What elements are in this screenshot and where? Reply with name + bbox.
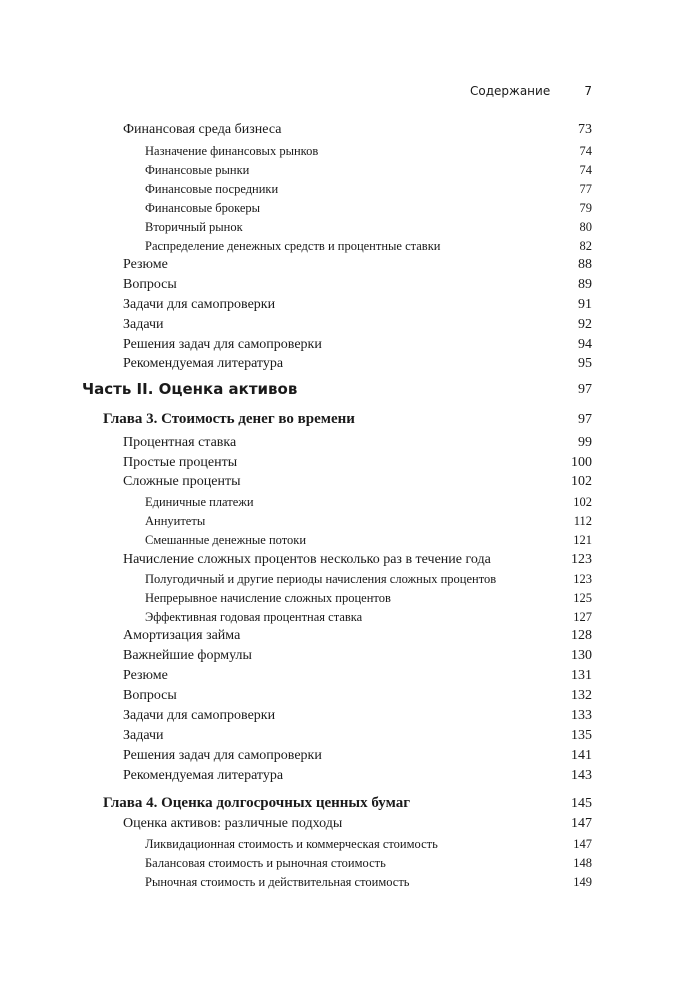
toc-entry-title: Рекомендуемая литература (123, 768, 284, 783)
toc-entry-page-number: 135 (571, 728, 592, 743)
toc-entry (123, 118, 592, 138)
toc-entry-title: Финансовые посредники (145, 182, 279, 196)
running-head-title: Содержание (470, 84, 551, 98)
toc-entry (145, 490, 592, 510)
toc-entry-title: Сложные проценты (123, 474, 241, 489)
toc-entry (123, 724, 592, 744)
toc-entry-page-number: 89 (578, 277, 592, 292)
toc-entry (123, 548, 592, 568)
toc-entry (123, 744, 592, 764)
toc-entry-page-number: 97 (578, 412, 592, 427)
toc-entry (145, 177, 592, 197)
toc-entry (145, 528, 592, 548)
toc-entry (123, 764, 592, 784)
toc-entry-page-number: 128 (571, 628, 592, 643)
running-head-page-number: 7 (584, 84, 592, 98)
toc-entry-page-number: 148 (573, 856, 592, 870)
toc-entry-title: Рыночная стоимость и действительная стоимость (145, 875, 410, 889)
toc-entry-title: Задачи (123, 728, 164, 743)
toc-entry-title: Амортизация займа (123, 628, 241, 643)
toc-entry (123, 624, 592, 644)
toc-entry-title: Начисление сложных процентов несколько раз в течение года (123, 552, 491, 567)
toc-entry (123, 293, 592, 313)
toc-entry (145, 215, 592, 235)
toc-entry-page-number: 74 (579, 163, 592, 177)
toc-entry-title: Задачи для самопроверки (123, 708, 276, 723)
toc-entry (123, 273, 592, 293)
toc-entry-page-number: 133 (571, 708, 592, 723)
toc-entry (123, 812, 592, 832)
toc-entry-title: Глава 3. Стоимость денег во времени (103, 411, 355, 427)
toc-entry-title: Непрерывное начисление сложных процентов (145, 591, 391, 605)
toc-entry-title: Вопросы (123, 277, 177, 292)
toc-entry-title: Решения задач для самопроверки (123, 337, 322, 352)
toc-entry-title: Финансовые брокеры (145, 201, 261, 215)
toc-entry-title: Важнейшие формулы (123, 648, 252, 663)
toc-entry-page-number: 147 (571, 816, 592, 831)
toc-entry-title: Оценка активов: различные подходы (123, 816, 343, 831)
toc-entry-title: Финансовая среда бизнеса (123, 122, 282, 137)
toc-entry-title: Часть II. Оценка активов (82, 380, 298, 398)
toc-entry (123, 664, 592, 684)
toc-entry-page-number: 97 (578, 382, 592, 397)
toc-entry-page-number: 132 (571, 688, 592, 703)
toc-entry-page-number: 112 (573, 514, 592, 528)
toc-entry-title: Эффективная годовая процентная ставка (145, 610, 363, 624)
toc-entry-page-number: 77 (579, 182, 592, 196)
toc-entry (123, 253, 592, 273)
toc-entry-page-number: 130 (571, 648, 592, 663)
toc-entry-page-number: 102 (571, 474, 592, 489)
toc-entry (145, 851, 592, 871)
toc-entry (145, 832, 592, 852)
toc-entry-title: Глава 4. Оценка долгосрочных ценных бумаг (103, 795, 411, 811)
toc-part-heading (82, 378, 592, 398)
toc-entry-title: Ликвидационная стоимость и коммерческая стоимость (145, 837, 438, 851)
toc-entry (123, 684, 592, 704)
toc-entry (123, 704, 592, 724)
toc-entry-title: Распределение денежных средств и процентные ставки (145, 239, 441, 253)
toc-entry-page-number: 80 (579, 220, 592, 234)
toc-entry-page-number: 94 (578, 337, 592, 352)
toc-entry (145, 196, 592, 216)
toc-chapter-heading (103, 408, 592, 428)
toc-entry (145, 586, 592, 606)
toc-entry (145, 139, 592, 159)
toc-entry-page-number: 102 (573, 495, 592, 509)
toc-entry-page-number: 127 (573, 610, 592, 624)
toc-entry (123, 451, 592, 471)
toc-entry-page-number: 141 (571, 748, 592, 763)
toc-entry-page-number: 143 (571, 768, 592, 783)
toc-entry-page-number: 125 (573, 591, 592, 605)
toc-entry-title: Полугодичный и другие периоды начисления сложных процентов (145, 572, 497, 586)
toc-entry-title: Балансовая стоимость и рыночная стоимость (145, 856, 386, 870)
toc-entry-page-number: 92 (578, 317, 592, 332)
toc-entry-title: Вопросы (123, 688, 177, 703)
toc-entry-page-number: 121 (573, 533, 592, 547)
toc-entry-title: Решения задач для самопроверки (123, 748, 322, 763)
toc-entry (145, 870, 592, 890)
toc-entry (123, 333, 592, 353)
toc-entry-title: Вторичный рынок (145, 220, 243, 234)
toc-entry-title: Смешанные денежные потоки (145, 533, 307, 547)
toc-entry-page-number: 82 (579, 239, 592, 253)
toc-entry-title: Резюме (123, 257, 168, 272)
toc-entry (123, 470, 592, 490)
toc-entry (123, 431, 592, 451)
toc-entry (145, 567, 592, 587)
toc-entry-page-number: 74 (579, 144, 592, 158)
toc-entry-page-number: 95 (578, 356, 592, 371)
toc-entry-page-number: 100 (571, 455, 592, 470)
toc-entry (145, 509, 592, 529)
toc-entry-page-number: 131 (571, 668, 592, 683)
toc-entry-page-number: 123 (573, 572, 592, 586)
toc-entry-title: Аннуитеты (145, 514, 206, 528)
toc-entry-title: Рекомендуемая литература (123, 356, 284, 371)
toc-entry (123, 352, 592, 372)
toc-entry-page-number: 149 (573, 875, 592, 889)
toc-entry-title: Простые проценты (123, 455, 238, 470)
toc-entry-page-number: 99 (578, 435, 592, 450)
toc-chapter-heading (103, 792, 592, 812)
toc-entry-page-number: 145 (571, 796, 592, 811)
toc-entry (145, 158, 592, 178)
toc-entry (123, 313, 592, 333)
toc-entry-page-number: 88 (578, 257, 592, 272)
toc-entry (145, 234, 592, 254)
toc-entry-page-number: 73 (578, 122, 592, 137)
toc-entry-title: Назначение финансовых рынков (145, 144, 319, 158)
toc-entry-title: Финансовые рынки (145, 163, 250, 177)
toc-entry-title: Задачи (123, 317, 164, 332)
toc-entry-title: Резюме (123, 668, 168, 683)
toc-entry (145, 605, 592, 625)
toc-entry-title: Процентная ставка (123, 435, 237, 450)
toc-entry-title: Задачи для самопроверки (123, 297, 276, 312)
toc-entry (123, 644, 592, 664)
toc-entry-page-number: 123 (571, 552, 592, 567)
toc-entry-page-number: 79 (579, 201, 592, 215)
toc-entry-page-number: 147 (573, 837, 592, 851)
toc-entry-page-number: 91 (578, 297, 592, 312)
toc-entry-title: Единичные платежи (145, 495, 254, 509)
